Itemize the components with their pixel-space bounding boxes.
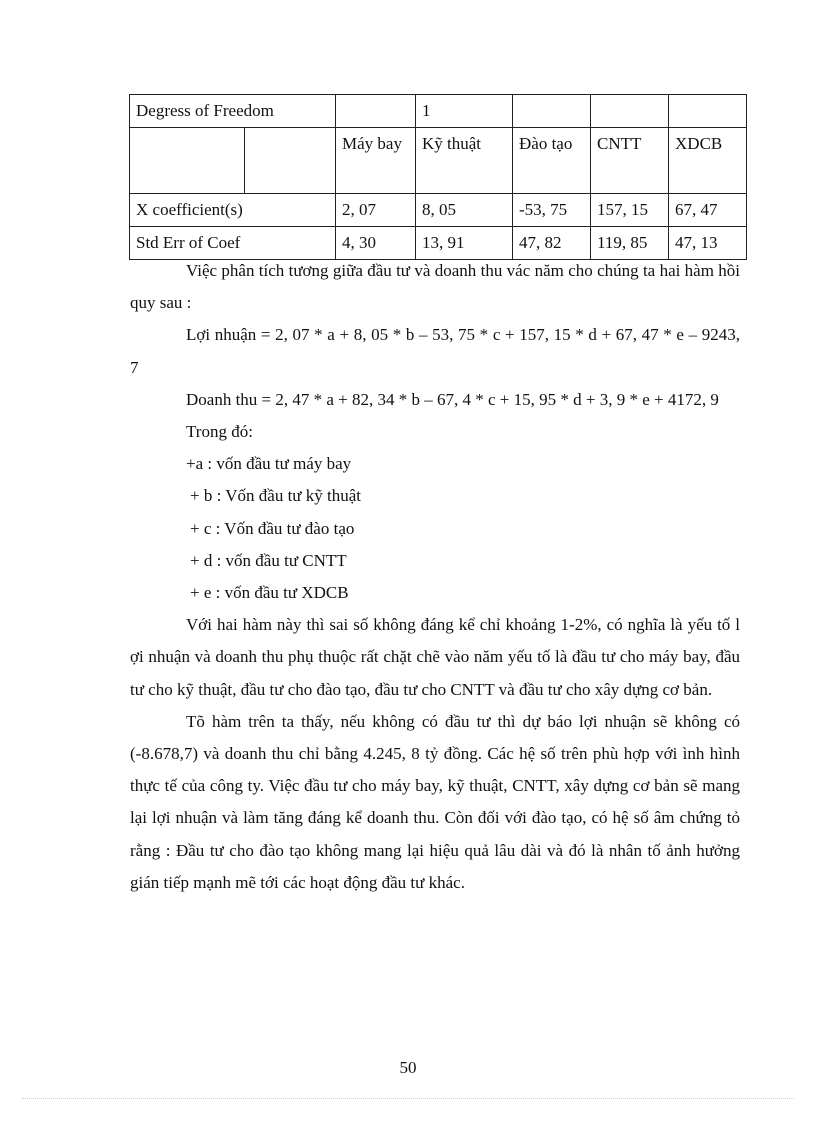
regression-table [129,94,747,260]
table-cell: 47, 82 [513,227,591,260]
table-header-cell: CNTT [591,128,669,194]
table-cell [591,95,669,128]
table-header-cell: Máy bay [336,128,416,194]
variable-c: + c : Vốn đầu tư đào tạo [190,518,355,538]
table-row [130,194,747,227]
equation-profit: Lợi nhuận = 2, 07 * a + 8, 05 * b – 53, 75 * c + 157, 15 * d + 67, 47 * e – 9243, 7 [130,325,740,377]
paragraph-intro: Việc phân tích tương giữa đầu tư và doanh thu vác năm cho chúng ta hai hàm hồi quy sau : [130,261,740,313]
table-cell: -53, 75 [513,194,591,227]
variable-e: + e : vốn đầu tư XDCB [190,583,349,603]
paragraph-conclusion: Tõ hàm trên ta thấy, nếu không có đầu tư thì dự báo lợi nhuận sẽ không có (-8.678,7) và doanh thu chỉ bằng 4.245, 8 tỷ đồng. Các hệ số trên phù hợp với ình hình thực tế của công ty. Việc đầu tư cho máy bay, kỹ thuật, CNTT, xây dựng cơ bản sẽ mang lại lợi nhuận và làm tăng đáng kể doanh thu. Còn đối với đào tạo, có hệ số âm chứng tỏ rằng : Đầu tư cho đào tạo không mang lại hiệu quả lâu dài và đó là nhân tố ảnh hưởng gián tiếp mạnh mẽ tới các hoạt động đầu tư khác. [130,711,740,892]
body-text [130,255,740,899]
table-cell [513,95,591,128]
table-header-cell: Đào tạo [513,128,591,194]
page-number: 50 [399,1058,417,1077]
variable-a: +a : vốn đầu tư máy bay [186,454,352,474]
table-cell [245,128,336,194]
table-cell [669,95,747,128]
table-cell: 119, 85 [591,227,669,260]
variable-b: + b : Vốn đầu tư kỹ thuật [190,486,362,506]
table-cell: 2, 07 [336,194,416,227]
table-row [130,95,747,128]
table-cell: 4, 30 [336,227,416,260]
equation-revenue: Doanh thu = 2, 47 * a + 82, 34 * b – 67, 4 * c + 15, 95 * d + 3, 9 * e + 4172, 9 [186,389,719,409]
table-cell: 1 [416,95,513,128]
variable-d: + d : vốn đầu tư CNTT [190,550,347,570]
table-cell [130,128,245,194]
table-header-cell: Kỹ thuật [416,128,513,194]
variables-heading: Trong đó: [186,422,253,442]
table-cell: 47, 13 [669,227,747,260]
table-row [130,128,747,194]
table-cell: 67, 47 [669,194,747,227]
table-cell: 8, 05 [416,194,513,227]
table-cell-label: Degress of Freedom [130,95,336,128]
table-header-cell: XDCB [669,128,747,194]
footer-divider [22,1098,794,1099]
table-cell: 157, 15 [591,194,669,227]
paragraph-error: Với hai hàm này thì sai số không đáng kể chỉ khoảng 1-2%, có nghĩa là yếu tố l ợi nhuận và doanh thu phụ thuộc rất chặt chẽ vào năm yếu tố là đầu tư cho máy bay, đầu tư cho kỹ thuật, đầu tư cho đào tạo, đầu tư cho CNTT và đầu tư cho xây dựng cơ bản. [130,615,740,699]
table-cell-label: Std Err of Coef [130,227,336,260]
table-cell [336,95,416,128]
table-cell: 13, 91 [416,227,513,260]
table-cell-label: X coefficient(s) [130,194,336,227]
